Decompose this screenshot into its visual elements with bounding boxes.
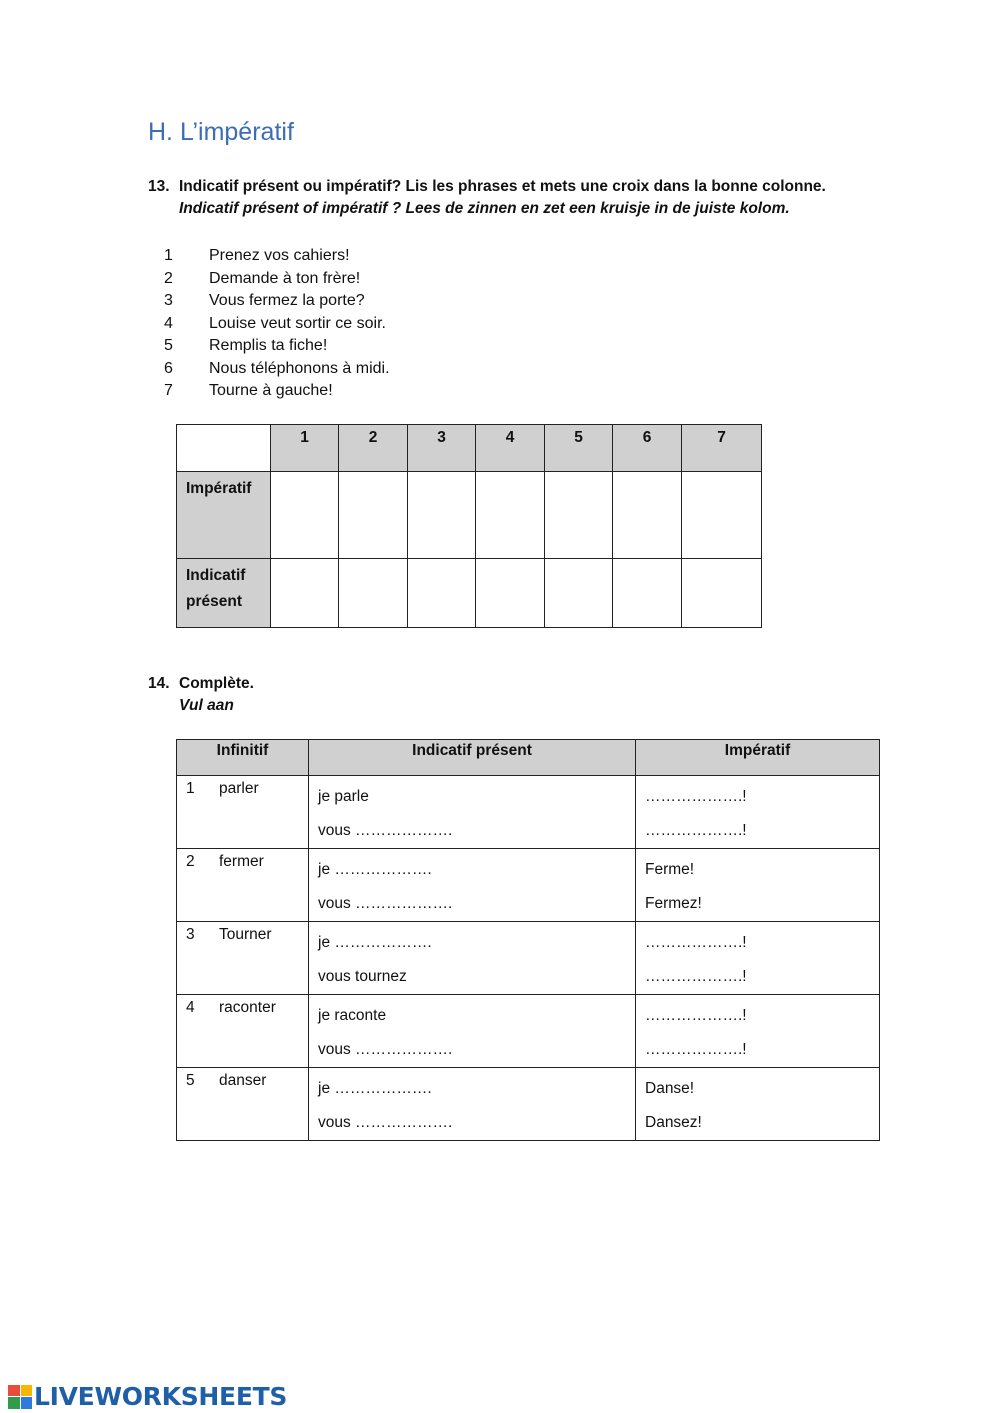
imperatif-cell[interactable]	[636, 776, 880, 849]
answer-cell[interactable]	[613, 472, 682, 559]
logo-block	[8, 1385, 20, 1397]
conjugation-line: Danse!	[645, 1080, 695, 1097]
verb: raconter	[219, 999, 276, 1016]
table-header-row	[177, 425, 762, 472]
indicatif-cell[interactable]	[309, 922, 636, 995]
row-number: 5	[186, 1072, 195, 1089]
column-header: 1	[271, 425, 339, 472]
answer-cell[interactable]	[271, 559, 339, 628]
indicatif-cell[interactable]	[309, 1068, 636, 1141]
table-row	[177, 1068, 880, 1141]
verb: Tourner	[219, 926, 272, 943]
table-header-row	[177, 740, 880, 776]
exercise-14-instruction-nl: Vul aan	[179, 697, 234, 714]
answer-cell[interactable]	[339, 559, 408, 628]
column-header: 5	[545, 425, 613, 472]
conjugation-line[interactable]: je ……………….	[318, 861, 432, 878]
sentence-number: 6	[164, 359, 173, 377]
logo-block	[8, 1397, 20, 1409]
sentence-number: 5	[164, 337, 173, 354]
sentence-text: Nous téléphonons à midi.	[209, 359, 390, 377]
table-row	[177, 776, 880, 849]
indicatif-cell[interactable]	[309, 849, 636, 922]
section-title: H. L’impératif	[148, 118, 294, 146]
conjugation-line[interactable]: je ……………….	[318, 1080, 432, 1097]
conjugation-line[interactable]: ……………….!	[645, 1007, 747, 1024]
table-row	[177, 849, 880, 922]
conjugation-line[interactable]: je ……………….	[318, 934, 432, 951]
sentence-text: Prenez vos cahiers!	[209, 247, 350, 264]
exercise-13-heading	[148, 176, 908, 222]
answer-cell[interactable]	[476, 472, 545, 559]
column-header-imperatif: Impératif	[636, 740, 880, 776]
answer-cell[interactable]	[682, 472, 762, 559]
conjugation-line[interactable]: vous ……………….	[318, 1114, 453, 1131]
column-header: 6	[613, 425, 682, 472]
row-number: 1	[186, 780, 195, 797]
infinitive-cell	[177, 849, 309, 922]
exercise-13-table	[176, 424, 762, 628]
conjugation-line: Ferme!	[645, 861, 695, 878]
conjugation-line[interactable]: vous ……………….	[318, 1041, 453, 1058]
conjugation-line[interactable]: vous ……………….	[318, 895, 453, 912]
conjugation-line[interactable]: ……………….!	[645, 968, 747, 985]
conjugation-line: je raconte	[318, 1007, 387, 1024]
table-row	[177, 922, 880, 995]
table-row	[177, 995, 880, 1068]
answer-cell[interactable]	[271, 472, 339, 559]
row-imperatif	[177, 472, 762, 559]
imperatif-cell	[636, 1068, 880, 1141]
table-corner-cell	[177, 425, 271, 472]
answer-cell[interactable]	[613, 559, 682, 628]
infinitive-cell	[177, 995, 309, 1068]
exercise-14-number: 14.	[148, 675, 170, 692]
row-label-imperatif: Impératif	[177, 472, 271, 559]
conjugation-line: vous tournez	[318, 968, 407, 985]
conjugation-line[interactable]: ……………….!	[645, 788, 747, 805]
row-number: 3	[186, 926, 195, 943]
answer-cell[interactable]	[476, 559, 545, 628]
logo-block	[21, 1385, 33, 1397]
sentence-text: Tourne à gauche!	[209, 382, 333, 399]
logo-block	[21, 1397, 33, 1409]
sentence-text: Louise veut sortir ce soir.	[209, 314, 386, 332]
liveworksheets-logo[interactable]	[8, 1382, 287, 1411]
exercise-14-table	[176, 739, 880, 1141]
conjugation-line[interactable]: vous ……………….	[318, 822, 453, 839]
sentence-number: 3	[164, 292, 173, 309]
infinitive-cell	[177, 1068, 309, 1141]
exercise-14-instructions	[179, 673, 254, 717]
column-header: 7	[682, 425, 762, 472]
imperatif-cell	[636, 849, 880, 922]
row-label-line: Indicatif	[186, 567, 246, 584]
indicatif-cell[interactable]	[309, 776, 636, 849]
answer-cell[interactable]	[545, 472, 613, 559]
column-header: 3	[408, 425, 476, 472]
verb: fermer	[219, 853, 264, 870]
imperatif-cell[interactable]	[636, 922, 880, 995]
column-header-infinitif: Infinitif	[177, 740, 309, 776]
exercise-13-instruction-nl: Indicatif présent of impératif ? Lees de zinnen en zet een kruisje in de juiste kolom.	[179, 200, 790, 217]
logo-blocks-icon	[8, 1385, 32, 1409]
exercise-14-heading	[148, 673, 548, 719]
infinitive-cell	[177, 776, 309, 849]
verb: parler	[219, 780, 259, 797]
sentence-number: 1	[164, 247, 173, 264]
conjugation-line[interactable]: ……………….!	[645, 1041, 747, 1058]
exercise-13-number: 13.	[148, 178, 170, 195]
row-number: 4	[186, 999, 195, 1016]
conjugation-line: je parle	[318, 788, 369, 805]
exercise-13-instructions	[179, 176, 826, 220]
answer-cell[interactable]	[339, 472, 408, 559]
sentence-text: Remplis ta fiche!	[209, 337, 328, 354]
logo-text: LIVEWORKSHEETS	[34, 1382, 288, 1411]
infinitive-cell	[177, 922, 309, 995]
row-number: 2	[186, 853, 195, 870]
indicatif-cell[interactable]	[309, 995, 636, 1068]
row-indicatif-present	[177, 559, 762, 628]
sentence-number: 4	[164, 314, 173, 332]
row-label-indicatif-present	[177, 559, 271, 628]
column-header: 4	[476, 425, 545, 472]
answer-cell[interactable]	[545, 559, 613, 628]
column-header: 2	[339, 425, 408, 472]
conjugation-line[interactable]: ……………….!	[645, 822, 747, 839]
conjugation-line: Dansez!	[645, 1114, 702, 1131]
row-label-line: présent	[186, 593, 242, 610]
sentence-number: 2	[164, 269, 173, 287]
conjugation-line[interactable]: ……………….!	[645, 934, 747, 951]
imperatif-cell[interactable]	[636, 995, 880, 1068]
exercise-14-instruction-fr: Complète.	[179, 675, 254, 692]
answer-cell[interactable]	[408, 472, 476, 559]
verb: danser	[219, 1072, 267, 1089]
exercise-13-instruction-fr: Indicatif présent ou impératif? Lis les phrases et mets une croix dans la bonne colonne.	[179, 178, 826, 195]
answer-cell[interactable]	[682, 559, 762, 628]
conjugation-line: Fermez!	[645, 895, 702, 912]
sentence-text: Demande à ton frère!	[209, 269, 361, 287]
sentence-text: Vous fermez la porte?	[209, 292, 365, 309]
column-header-indicatif-present: Indicatif présent	[309, 740, 636, 776]
sentence-number: 7	[164, 382, 173, 399]
answer-cell[interactable]	[408, 559, 476, 628]
